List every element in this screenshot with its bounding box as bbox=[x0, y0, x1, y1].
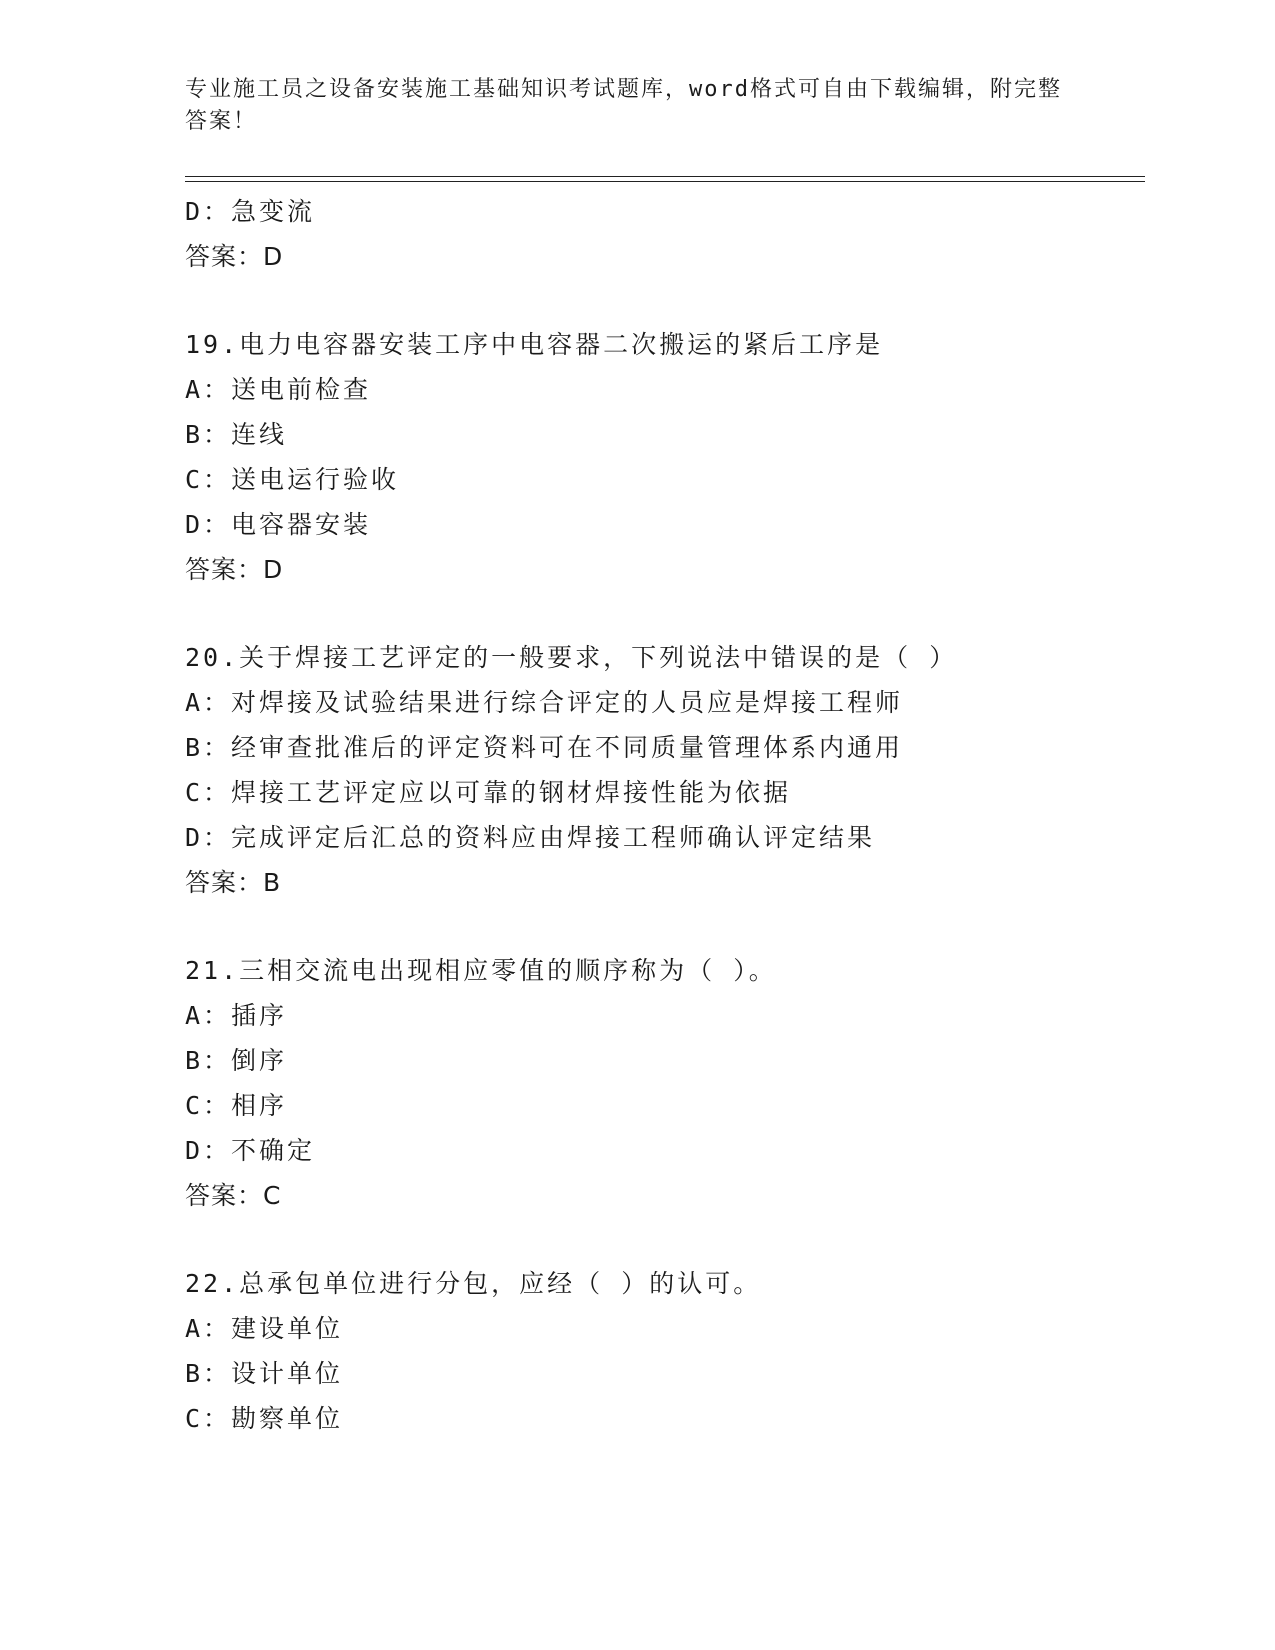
option-d: D：完成评定后汇总的资料应由焊接工程师确认评定结果 bbox=[185, 823, 876, 852]
question-list bbox=[185, 189, 1145, 1441]
option-c: C：相序 bbox=[185, 1091, 288, 1120]
question-stem: 20.关于焊接工艺评定的一般要求，下列说法中错误的是（ ） bbox=[185, 643, 958, 672]
question-21 bbox=[185, 948, 1145, 1218]
option-a: A：送电前检查 bbox=[185, 375, 372, 404]
option-c: C：焊接工艺评定应以可靠的钢材焊接性能为依据 bbox=[185, 778, 792, 807]
header-divider-top bbox=[185, 176, 1145, 177]
question-stem: 19.电力电容器安装工序中电容器二次搬运的紧后工序是 bbox=[185, 330, 884, 359]
option-b: B：倒序 bbox=[185, 1046, 288, 1075]
question-18-continued bbox=[185, 189, 1145, 279]
question-stem: 21.三相交流电出现相应零值的顺序称为（ ）。 bbox=[185, 956, 777, 985]
option-d: D：急变流 bbox=[185, 197, 316, 226]
header-divider-bottom bbox=[185, 181, 1145, 182]
answer: 答案：C bbox=[185, 1181, 282, 1210]
option-b: B：设计单位 bbox=[185, 1359, 344, 1388]
option-c: C：送电运行验收 bbox=[185, 465, 400, 494]
question-22 bbox=[185, 1261, 1145, 1441]
document-header: 专业施工员之设备安装施工基础知识考试题库，word格式可自由下载编辑，附完整答案！ bbox=[185, 77, 1062, 134]
option-d: D：不确定 bbox=[185, 1136, 316, 1165]
answer: 答案：D bbox=[185, 242, 284, 271]
option-a: A：建设单位 bbox=[185, 1314, 344, 1343]
option-b: B：经审查批准后的评定资料可在不同质量管理体系内通用 bbox=[185, 733, 904, 762]
option-a: A：插序 bbox=[185, 1001, 288, 1030]
question-stem: 22.总承包单位进行分包，应经（ ）的认可。 bbox=[185, 1269, 762, 1298]
question-19 bbox=[185, 322, 1145, 592]
answer: 答案：B bbox=[185, 868, 282, 897]
answer: 答案：D bbox=[185, 555, 284, 584]
option-b: B：连线 bbox=[185, 420, 288, 449]
option-d: D：电容器安装 bbox=[185, 510, 372, 539]
question-20 bbox=[185, 635, 1145, 905]
option-a: A：对焊接及试验结果进行综合评定的人员应是焊接工程师 bbox=[185, 688, 904, 717]
option-c: C：勘察单位 bbox=[185, 1404, 344, 1433]
